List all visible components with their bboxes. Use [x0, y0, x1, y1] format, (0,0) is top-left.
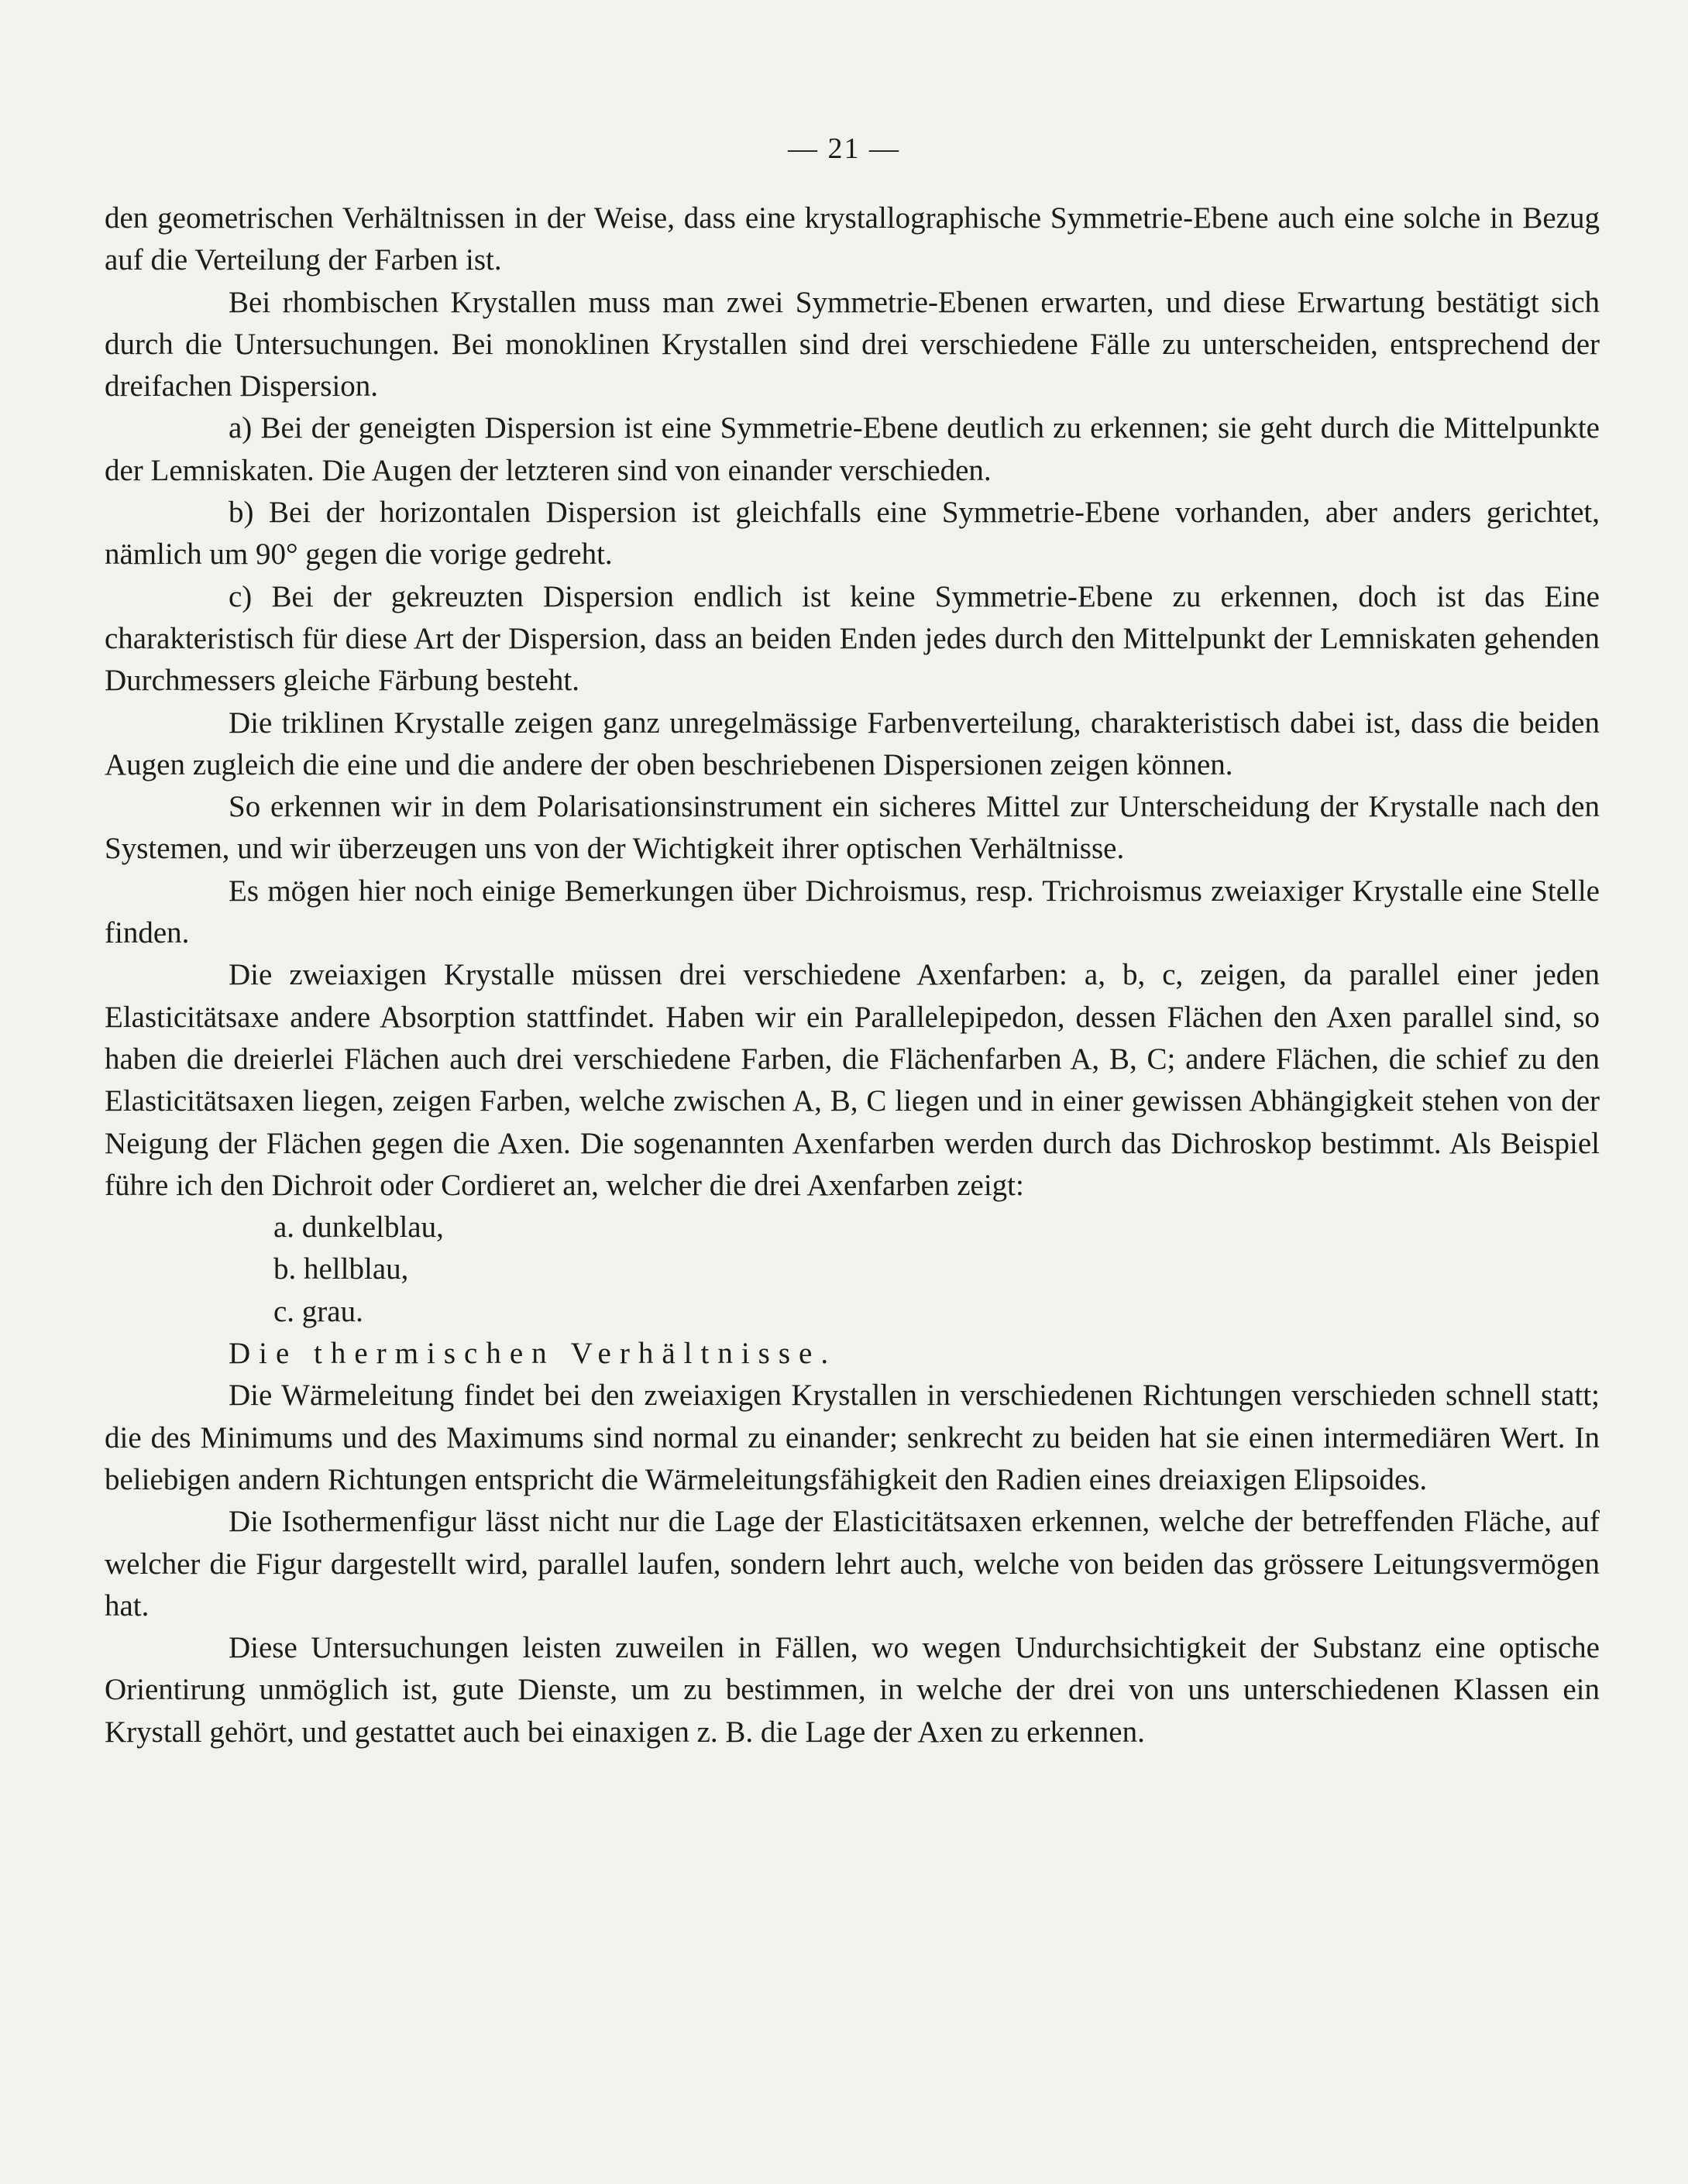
paragraph-heat-conduction: Die Wärmeleitung findet bei den zweiaxigen Krystallen in verschiedenen Richtungen verschieden schnell statt; die des Minimums und des Maximums sind normal zu einander; senkrecht zu beiden hat sie einen intermediären Wert. In beliebigen andern Richtungen entspricht die Wärmeleitungsfähigkeit den Radien eines dreiaxigen Elipsoides. — [105, 1379, 1600, 1496]
page-body — [105, 197, 1600, 1753]
list-item: a. dunkelblau, — [273, 1210, 444, 1245]
paragraph-triclinic: Die triklinen Krystalle zeigen ganz unregelmässige Farbenverteilung, charakteristisch dabei ist, dass die beiden Augen zugleich die eine und die andere der oben beschriebenen Dispersionen zeigen können. — [105, 706, 1600, 781]
paragraph-inclined-dispersion: a) Bei der geneigten Dispersion ist eine Symmetrie-Ebene deutlich zu erkennen; sie geht durch die Mittelpunkte der Lemniskaten. Die Augen der letzteren sind von einander verschieden. — [105, 411, 1600, 487]
paragraph-dichroism-intro: Es mögen hier noch einige Bemerkungen über Dichroismus, resp. Trichroismus zweiaxiger Krystalle eine Stelle finden. — [105, 874, 1600, 950]
section-heading: Die thermischen Verhältnisse. — [229, 1337, 837, 1371]
list-item: c. grau. — [273, 1294, 363, 1328]
paragraph-horizontal-dispersion: b) Bei der horizontalen Dispersion ist gleichfalls eine Symmetrie-Ebene vorhanden, aber anders gerichtet, nämlich um 90° gegen die vorige gedreht. — [105, 496, 1600, 572]
paragraph-continuation: den geometrischen Verhältnissen in der Weise, dass eine krystallographische Symmetrie-Ebene auch eine solche in Bezug auf die Verteilung der Farben ist. — [105, 201, 1600, 277]
list-item: b. hellblau, — [273, 1252, 409, 1286]
paragraph-polarisation: So erkennen wir in dem Polarisationsinstrument ein sicheres Mittel zur Unterscheidung der Krystalle nach den Systemen, und wir überzeugen uns von der Wichtigkeit ihrer optischen Verhältnisse. — [105, 790, 1600, 866]
paragraph-isotherm-figure: Die Isothermenfigur lässt nicht nur die Lage der Elasticitätsaxen erkennen, welche der betreffenden Fläche, auf welcher die Figur dargestellt wird, parallel laufen, sondern lehrt auch, welche von beiden das grössere Leitungsvermögen hat. — [105, 1505, 1600, 1623]
paragraph-investigations: Diese Untersuchungen leisten zuweilen in Fällen, wo wegen Undurchsichtigkeit der Substanz eine optische Orientirung unmöglich ist, gute Dienste, um zu bestimmen, in welche der drei von uns unterschiedenen Klassen ein Krystall gehört, und gestattet auch bei einaxigen z. B. die Lage der Axen zu erkennen. — [105, 1631, 1600, 1749]
axis-color-list — [105, 1207, 1600, 1333]
paragraph-rhombic: Bei rhombischen Krystallen muss man zwei Symmetrie-Ebenen erwarten, und diese Erwartung bestätigt sich durch die Untersuchungen. Bei monoklinen Krystallen sind drei verschiedene Fälle zu unterscheiden, entsprechend der dreifachen Dispersion. — [105, 285, 1600, 403]
paragraph-crossed-dispersion: c) Bei der gekreuzten Dispersion endlich ist keine Symmetrie-Ebene zu erkennen, doch ist das Eine charakteristisch für diese Art der Dispersion, dass an beiden Enden jedes durch den Mittelpunkt der Lemniskaten gehenden Durchmessers gleiche Färbung besteht. — [105, 579, 1600, 698]
paragraph-axis-colors: Die zweiaxigen Krystalle müssen drei verschiedene Axenfarben: a, b, c, zeigen, da parallel einer jeden Elasticitätsaxe andere Absorption stattfindet. Haben wir ein Parallelepipedon, dessen Flächen den Axen parallel sind, so haben die dreierlei Flächen auch drei verschiedene Farben, die Flächenfarben A, B, C; andere Flächen, die schief zu den Elasticitätsaxen liegen, zeigen Farben, welche zwischen A, B, C liegen und in einer gewissen Abhängigkeit stehen von der Neigung der Flächen gegen die Axen. Die sogenannten Axenfarben werden durch das Dichroskop bestimmt. Als Beispiel führe ich den Dichroit oder Cordieret an, welcher die drei Axenfarben zeigt: — [105, 958, 1600, 1202]
page-number: — 21 — — [788, 132, 900, 165]
